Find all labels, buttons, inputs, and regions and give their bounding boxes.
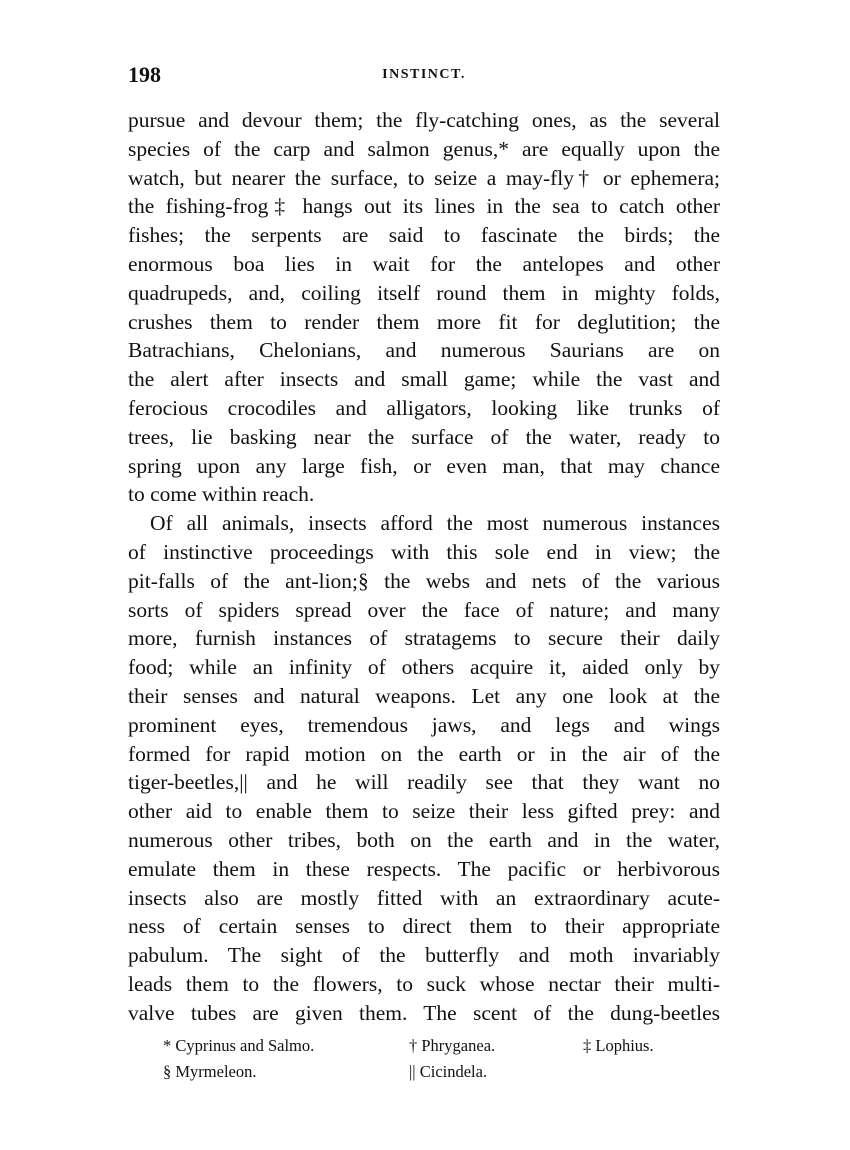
page-number: 198 bbox=[128, 62, 161, 87]
footnote-row bbox=[163, 1036, 723, 1062]
text-line: crushes them to render them more fit for deglutition; the bbox=[128, 309, 720, 334]
footnote-row bbox=[163, 1062, 723, 1088]
body-text bbox=[128, 106, 720, 1028]
text-line: watch, but nearer the surface, to seize a may-fly† or ephemera; bbox=[128, 165, 720, 190]
text-line: pabulum. The sight of the butterfly and moth invariably bbox=[128, 943, 720, 968]
text-line: sorts of spiders spread over the face of nature; and many bbox=[128, 597, 720, 622]
text-line: emulate them in these respects. The pacific or herbivorous bbox=[128, 856, 720, 881]
footnote: ‡ Lophius. bbox=[583, 1036, 654, 1055]
text-line: pit-falls of the ant-lion;§ the webs and nets of the various bbox=[128, 568, 720, 593]
text-line: ferocious crocodiles and alligators, looking like trunks of bbox=[128, 395, 720, 420]
text-line: Of all animals, insects afford the most numerous instances bbox=[150, 511, 720, 536]
text-line: their senses and natural weapons. Let any one look at the bbox=[128, 683, 720, 708]
footnote: § Myrmeleon. bbox=[163, 1062, 257, 1081]
text-line: prominent eyes, tremendous jaws, and legs and wings bbox=[128, 712, 720, 737]
footnotes bbox=[163, 1036, 723, 1088]
text-line: food; while an infinity of others acquire it, aided only by bbox=[128, 655, 720, 680]
text-line: more, furnish instances of stratagems to secure their daily bbox=[128, 626, 720, 651]
text-line: species of the carp and salmon genus,* are equally upon the bbox=[128, 136, 720, 161]
text-line: to come within reach. bbox=[128, 482, 315, 507]
footnote: * Cyprinus and Salmo. bbox=[163, 1036, 315, 1055]
text-line: other aid to enable them to seize their less gifted prey: and bbox=[128, 799, 720, 824]
text-line: enormous boa lies in wait for the antelopes and other bbox=[128, 251, 720, 276]
text-line: tiger-beetles,|| and he will readily see that they want no bbox=[128, 770, 720, 795]
text-line: leads them to the flowers, to suck whose nectar their multi- bbox=[128, 971, 720, 996]
page-header bbox=[128, 62, 720, 88]
footnote: || Cicindela. bbox=[409, 1062, 488, 1081]
running-head: INSTINCT. bbox=[382, 67, 466, 82]
text-line: formed for rapid motion on the earth or in the air of the bbox=[128, 741, 720, 766]
text-line: trees, lie basking near the surface of the water, ready to bbox=[128, 424, 720, 449]
text-line: the fishing-frog‡ hangs out its lines in the sea to catch other bbox=[128, 194, 720, 219]
text-line: pursue and devour them; the fly-catching ones, as the several bbox=[128, 108, 720, 132]
text-line: fishes; the serpents are said to fascinate the birds; the bbox=[128, 223, 720, 248]
text-line: ness of certain senses to direct them to their appropriate bbox=[128, 914, 720, 939]
text-line: valve tubes are given them. The scent of the dung-beetles bbox=[128, 1000, 720, 1025]
footnote: † Phryganea. bbox=[409, 1036, 496, 1055]
text-line: quadrupeds, and, coiling itself round them in mighty folds, bbox=[128, 280, 720, 305]
text-line: of instinctive proceedings with this sole end in view; the bbox=[128, 539, 720, 564]
text-line: the alert after insects and small game; while the vast and bbox=[128, 367, 720, 392]
text-line: spring upon any large fish, or even man, that may chance bbox=[128, 453, 720, 478]
text-line: Batrachians, Chelonians, and numerous Saurians are on bbox=[128, 338, 720, 363]
text-line: insects also are mostly fitted with an extraordinary acute- bbox=[128, 885, 720, 910]
text-line: numerous other tribes, both on the earth and in the water, bbox=[128, 827, 720, 852]
